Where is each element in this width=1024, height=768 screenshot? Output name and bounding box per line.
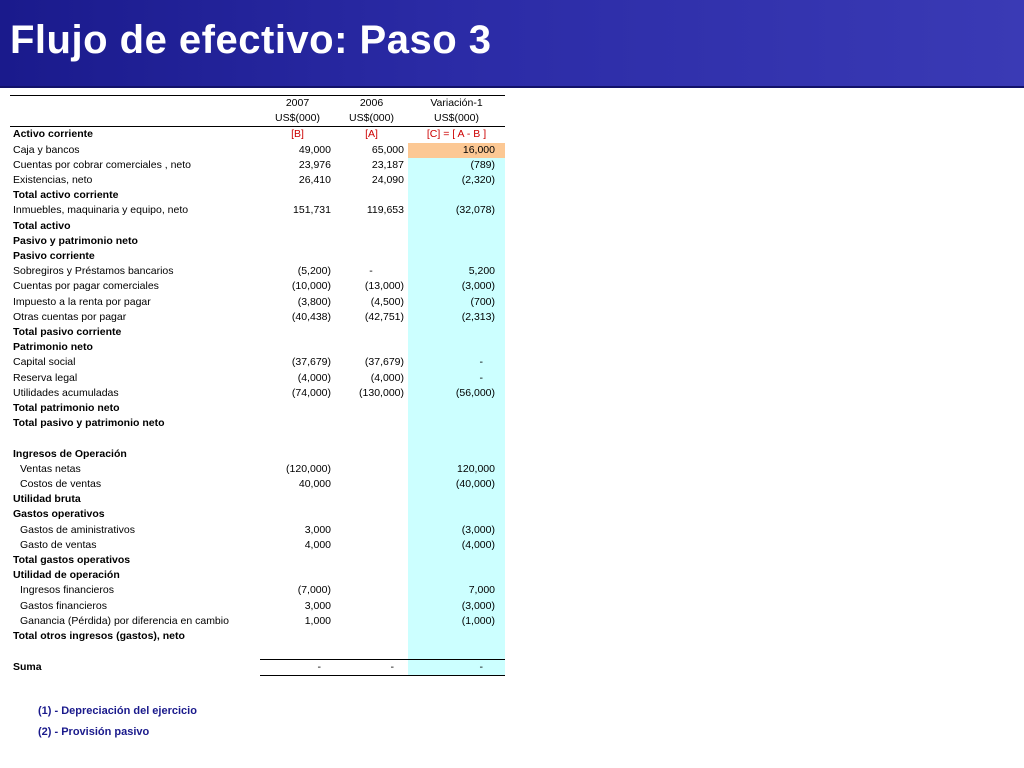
row-label: Total otros ingresos (gastos), neto [13,630,185,643]
row-label: Pasivo y patrimonio neto [13,234,138,247]
value-2007 [260,234,335,249]
value-variation [408,416,505,431]
value-variation [408,553,505,568]
value-2007 [260,416,335,431]
value-2006 [335,447,408,462]
value-2007 [260,188,335,203]
value-variation: (40,000) [408,477,505,492]
value-2007 [260,325,335,340]
value-variation: - [408,355,505,370]
value-2006 [335,629,408,644]
value-variation [408,447,505,462]
value-2007 [260,401,335,416]
row-label: Utilidad bruta [13,493,81,506]
value-2007: (120,000) [286,462,331,475]
table-row [10,355,505,370]
table-row [10,568,505,583]
row-label: Reserva legal [13,371,78,384]
header-label-cell [10,96,260,112]
row-label: Activo corriente [13,128,93,141]
value-variation: (4,000) [408,538,505,553]
value-2007: 23,976 [298,158,331,171]
value-2007 [260,431,335,446]
row-label: Otras cuentas por pagar [13,310,127,323]
row-label: Ingresos de Operación [13,447,127,460]
value-variation: (32,078) [408,203,505,218]
value-variation: (3,000) [408,279,505,294]
table-row [10,340,505,355]
table-row [10,188,505,203]
value-variation [408,629,505,644]
value-variation [408,234,505,249]
cash-flow-table [10,95,505,676]
header-row-years [10,96,505,112]
table-row [10,553,505,568]
table-row [10,371,505,386]
value-2007: [B] [291,128,304,141]
value-2007: (37,679) [291,356,331,369]
value-2007 [260,340,335,355]
value-2006 [335,477,408,492]
table-row [10,523,505,538]
table-row [10,219,505,234]
table-row [10,416,505,431]
footnote-2: (2) - Provisión pasivo [38,726,150,738]
table-row [10,538,505,553]
row-label: Sobregiros y Préstamos bancarios [13,265,174,278]
row-label: Total pasivo corriente [13,326,122,339]
row-label: Existencias, neto [13,174,93,187]
row-label: Gasto de ventas [20,538,97,551]
row-label: Capital social [13,356,76,369]
table-row [10,447,505,462]
value-2007: 3,000 [304,599,331,612]
table-row [10,264,505,279]
table-row [10,143,505,158]
value-2006: [A] [365,128,378,141]
row-label: Utilidades acumuladas [13,386,119,399]
value-variation: [C] = [ A - B ] [426,128,487,141]
value-variation [408,568,505,583]
value-2006: (42,751) [364,310,404,323]
value-2006 [335,523,408,538]
value-variation: (56,000) [408,386,505,401]
row-label: Suma [13,660,42,673]
table-row [10,583,505,598]
header-year-2007: 2007 [260,96,335,112]
value-2007: (4,000) [297,371,331,384]
value-variation: (2,320) [408,173,505,188]
value-2006: 119,653 [366,204,404,217]
row-label: Caja y bancos [13,143,80,156]
value-2006 [335,340,408,355]
table-row [10,614,505,629]
footnote-1: (1) - Depreciación del ejercicio [38,705,197,717]
value-variation [408,219,505,234]
value-2006 [335,401,408,416]
table-row [10,644,505,659]
value-2006 [335,568,408,583]
row-label: Cuentas por pagar comerciales [13,280,159,293]
value-variation: (789) [408,158,505,173]
row-label: Ingresos financieros [20,584,114,597]
value-2006 [335,219,408,234]
table-row [10,386,505,401]
row-label: Ventas netas [20,462,81,475]
value-2006 [335,644,408,659]
table-row [10,158,505,173]
value-variation [408,492,505,507]
value-2007: (7,000) [297,584,331,597]
cash-flow-table-body [10,96,505,676]
value-2006 [335,249,408,264]
value-2006 [335,583,408,598]
value-2006 [335,462,408,477]
value-2007 [260,447,335,462]
table-row [10,659,505,675]
value-variation: (3,000) [408,599,505,614]
value-2006: 23,187 [371,158,404,171]
value-2007 [260,629,335,644]
value-variation: (700) [408,295,505,310]
title-bar [0,0,1024,88]
table-row [10,249,505,264]
row-label: Utilidad de operación [13,569,120,582]
header-label-cell [10,111,260,127]
value-2006 [335,553,408,568]
value-2006 [335,234,408,249]
value-2007 [260,492,335,507]
table-row [10,462,505,477]
row-label: Total pasivo y patrimonio neto [13,417,165,430]
value-2006: 65,000 [371,143,404,156]
row-label: Total patrimonio neto [13,402,120,415]
value-2006 [335,416,408,431]
table-row [10,401,505,416]
value-2006 [335,188,408,203]
row-label: Cuentas por cobrar comerciales , neto [13,158,192,171]
value-2006: - [369,265,373,278]
row-label [10,431,260,446]
value-2007: 40,000 [298,478,331,491]
value-variation: - [408,371,505,386]
value-variation: (3,000) [408,523,505,538]
value-variation [408,401,505,416]
value-2007 [260,507,335,522]
table-row [10,477,505,492]
value-2007: 3,000 [304,523,331,536]
value-variation: - [408,659,505,675]
table-row [10,629,505,644]
value-variation [408,644,505,659]
value-2007 [260,568,335,583]
table-row [10,599,505,614]
value-2006: (4,500) [370,295,404,308]
value-2006: (37,679) [364,356,404,369]
page-title: Flujo de efectivo: Paso 3 [10,18,492,62]
table-row [10,295,505,310]
value-2006 [335,614,408,629]
value-2006 [335,492,408,507]
table-row [10,310,505,325]
row-label: Ganancia (Pérdida) por diferencia en cambio [20,614,229,627]
value-2006 [335,599,408,614]
table-row [10,203,505,218]
value-variation: 5,200 [408,264,505,279]
value-2007 [260,249,335,264]
value-variation: (2,313) [408,310,505,325]
value-variation: (1,000) [408,614,505,629]
value-2007: 151,731 [293,204,331,217]
value-2006: (13,000) [364,280,404,293]
header-variation: Variación-1 [408,96,505,112]
header-row-units [10,111,505,127]
footnotes [38,704,197,746]
value-2006 [335,538,408,553]
value-2007: 49,000 [298,143,331,156]
value-2007: (5,200) [297,265,331,278]
value-2007 [260,553,335,568]
value-2006 [335,507,408,522]
table-row [10,431,505,446]
table-row [10,173,505,188]
header-year-2006: 2006 [335,96,408,112]
row-label: Total activo corriente [13,189,119,202]
value-2007: 26,410 [298,174,331,187]
row-label: Gastos operativos [13,508,105,521]
value-2006 [335,325,408,340]
value-2006: (4,000) [370,371,404,384]
value-2007: (74,000) [291,386,331,399]
row-label: Inmuebles, maquinaria y equipo, neto [13,204,189,217]
value-2007: (10,000) [291,280,331,293]
header-unit-2006: US$(000) [335,111,408,127]
value-variation [408,249,505,264]
table-row [10,279,505,294]
header-unit-variation: US$(000) [408,111,505,127]
row-label: Costos de ventas [20,478,102,491]
row-label: Patrimonio neto [13,341,93,354]
value-variation: 7,000 [408,583,505,598]
table-row [10,492,505,507]
value-2007: 4,000 [304,538,331,551]
row-label: Gastos financieros [20,599,107,612]
value-2007: (40,438) [291,310,331,323]
table-row [10,127,505,143]
value-2007 [260,644,335,659]
value-variation [408,431,505,446]
value-2007 [260,219,335,234]
value-variation: 120,000 [408,462,505,477]
table-row [10,234,505,249]
value-variation [408,340,505,355]
value-2006: 24,090 [371,174,404,187]
row-label [10,644,260,659]
value-2007: (3,800) [297,295,331,308]
row-label: Total gastos operativos [13,554,131,567]
value-variation [408,507,505,522]
value-variation [408,188,505,203]
header-unit-2007: US$(000) [260,111,335,127]
row-label: Gastos de aministrativos [20,523,135,536]
value-2007: 1,000 [304,614,331,627]
value-2006: - [335,659,408,675]
row-label: Impuesto a la renta por pagar [13,295,151,308]
table-row [10,325,505,340]
value-variation [408,325,505,340]
row-label: Total activo [13,219,71,232]
value-2007: - [260,659,335,675]
value-variation: 16,000 [408,143,505,158]
value-2006 [335,431,408,446]
value-2006: (130,000) [359,386,404,399]
table-row [10,507,505,522]
row-label: Pasivo corriente [13,250,95,263]
